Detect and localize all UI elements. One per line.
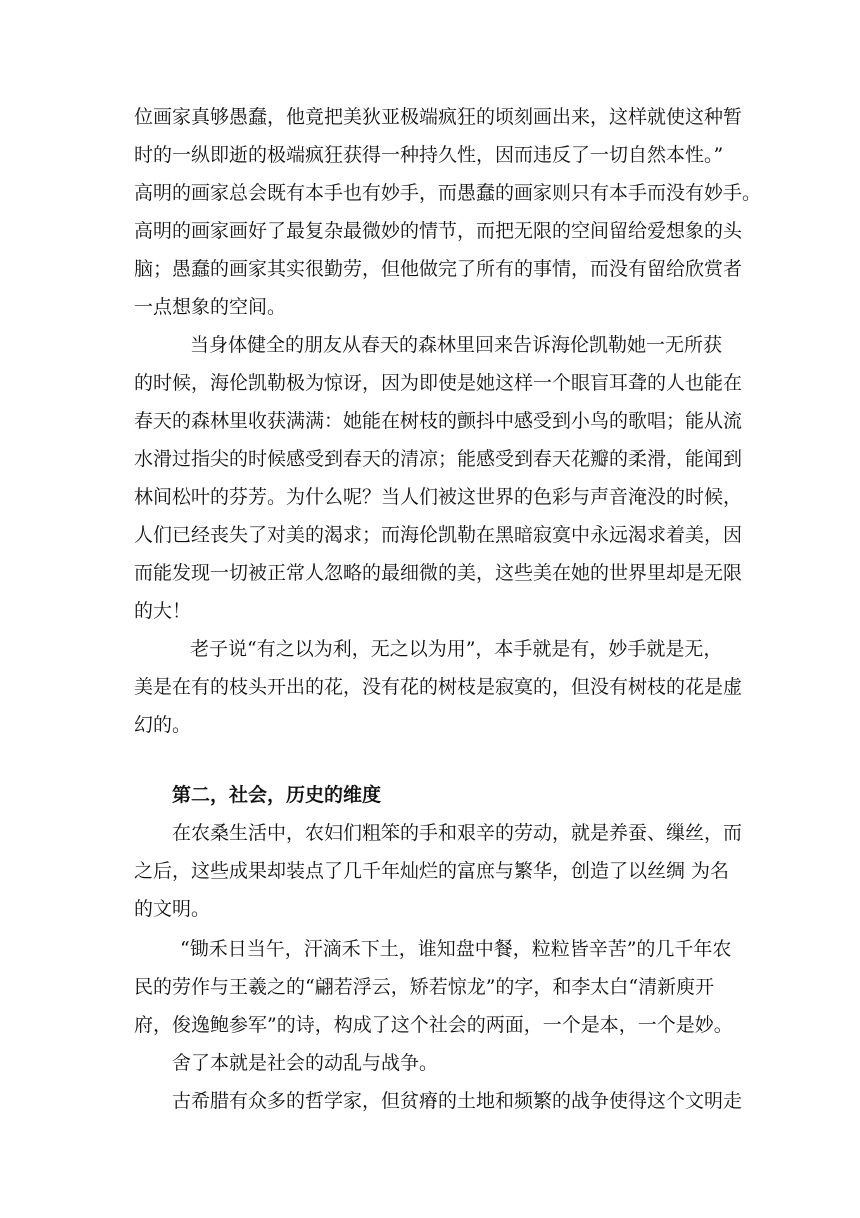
text-line: 时的一纵即逝的极端疯狂获得一种持久性，因而违反了一切自然本性。” [134,144,724,166]
text-line: 林间松叶的芬芳。为什么呢？当人们被这世界的色彩与声音淹没的时候， [134,486,743,508]
text-line: 美是在有的枝头开出的花，没有花的树枝是寂寞的，但没有树枝的花是虚 [134,676,743,698]
text-line: 一点想象的空间。 [134,296,287,318]
text-line: 民的劳作与王羲之的“翩若浮云，矫若惊龙”的字，和李太白“清新庾开 [134,976,715,998]
section-heading: 第二，社会，历史的维度 [172,784,382,806]
text-line: 位画家真够愚蠢，他竟把美狄亚极端疯狂的顷刻画出来，这样就使这种暂 [134,106,743,128]
paragraph-first-line: 舍了本就是社会的动乱与战争。 [172,1052,439,1074]
text-line: 幻的。 [134,714,192,736]
text-line: 高明的画家总会既有本手也有妙手，而愚蠢的画家则只有本手而没有妙手。 [134,182,762,204]
text-line: 人们已经丧失了对美的渴求；而海伦凯勒在黑暗寂寞中永远渴求着美，因 [134,524,743,546]
text-line: 水滑过指尖的时候感受到春天的清凉；能感受到春天花瓣的柔滑，能闻到 [134,448,743,470]
text-line: 的大！ [134,600,192,622]
text-line: 高明的画家画好了最复杂最微妙的情节，而把无限的空间留给爱想象的头 [134,220,743,242]
text-line: 之后，这些成果却装点了几千年灿烂的富庶与繁华，创造了以丝绸 为名 [134,860,730,882]
paragraph-first-line: 在农桑生活中，农妇们粗笨的手和艰辛的劳动，就是养蚕、缫丝，而 [172,822,743,844]
paragraph-first-line: 古希腊有众多的哲学家，但贫瘠的土地和频繁的战争使得这个文明走 [172,1090,743,1112]
text-line: 府，俊逸鲍参军”的诗，构成了这个社会的两面，一个是本，一个是妙。 [134,1014,733,1036]
text-line: 的时候，海伦凯勒极为惊讶，因为即使是她这样一个眼盲耳聋的人也能在 [134,372,743,394]
text-line: 脑；愚蠢的画家其实很勤劳，但他做完了所有的事情，而没有留给欣赏者 [134,258,743,280]
paragraph-first-line: 当身体健全的朋友从春天的森林里回来告诉海伦凯勒她一无所获 [190,334,723,356]
text-line: 春天的森林里收获满满：她能在树枝的颤抖中感受到小鸟的歌唱；能从流 [134,410,743,432]
text-line: 而能发现一切被正常人忽略的最细微的美，这些美在她的世界里却是无限 [134,562,743,584]
paragraph-first-line: 老子说“有之以为利，无之以为用”，本手就是有，妙手就是无， [190,638,723,660]
text-line: 的文明。 [134,898,211,920]
paragraph-first-line: “锄禾日当午，汗滴禾下土，谁知盘中餐，粒粒皆辛苦”的几千年农 [180,938,732,960]
